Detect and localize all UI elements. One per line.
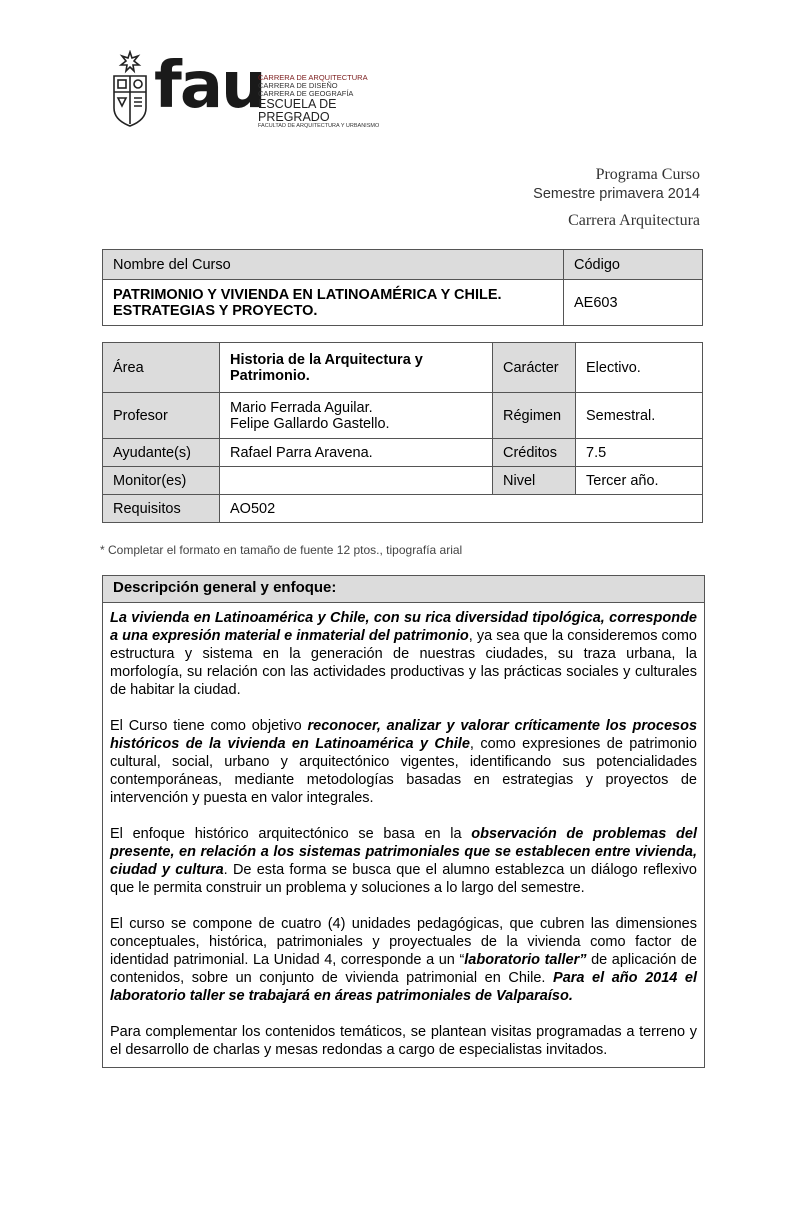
p3-emphasis: observación de problemas del presente, en relación a los sistemas patrimoniales que se establecen entre vivienda, ciudad y cultura (110, 826, 697, 878)
career-geography: CARRERA DE GEOGRAFÍA (258, 88, 354, 98)
description-paragraph-4 (110, 915, 697, 1005)
creditos-value: 7.5 (576, 439, 703, 467)
area-line1: Historia de la Arquitectura y (230, 351, 423, 368)
course-name-table (102, 249, 703, 326)
regimen-label: Régimen (493, 393, 576, 439)
description-heading: Descripción general y enfoque: (103, 576, 704, 603)
p1-text: , ya sea que la consideremos como estructura y sistema en la generación de nuestras ciudades, su traza urbana, la morfología, su relación con las actividades productivas y las prácticas sociales y culturales de habitar la ciudad. (110, 628, 698, 698)
p4-text: de aplicación de contenidos, sobre un conjunto de vivienda patrimonial en Chile. (110, 952, 697, 986)
fau-wordmark: fau (154, 49, 265, 123)
career-label: Carrera Arquitectura (568, 212, 700, 229)
profesor-label: Profesor (103, 393, 220, 439)
requisitos-label: Requisitos (103, 495, 220, 523)
area-line2: Patrimonio. (230, 367, 310, 384)
course-name (103, 280, 564, 326)
ayudante-value: Rafael Parra Aravena. (220, 439, 493, 467)
course-info-table (102, 342, 703, 523)
course-name-line1: PATRIMONIO Y VIVIENDA EN LATINOAMÉRICA Y CHILE. (113, 286, 502, 303)
p1-emphasis: La vivienda en Latinoamérica y Chile, con su rica diversidad tipológica, corresponde a una expresión material e inmaterial del patrimonio (110, 610, 697, 644)
course-name-label: Nombre del Curso (103, 250, 564, 280)
faculty-name: FACULTAD DE ARQUITECTURA Y URBANISMO (258, 122, 380, 129)
p3-text: . De esta forma se busca que el alumno establezca un diálogo reflexivo que le permita construir un problema y soluciones a lo largo del semestre. (110, 862, 697, 896)
p4-intro: El curso se compone de cuatro (4) unidades pedagógicas, que cubren las dimensiones conceptuales, histórica, patrimoniales y proyectuales de la vivienda como factor de identidad patrimonial. La Unidad 4, corresponde a un “ (110, 916, 697, 968)
program-title: Programa Curso (595, 166, 700, 183)
description-paragraph-5: Para complementar los contenidos temáticos, se plantean visitas programadas a terreno y el desarrollo de charlas y mesas redondas a cargo de especialistas invitados. (110, 1024, 697, 1058)
semester-label: Semestre primavera 2014 (533, 186, 700, 202)
career-design: CARRERA DE DISEÑO (258, 80, 338, 90)
p2-text: , como expresiones de patrimonio cultural, social, urbano y arquitectónico vigentes, identificando sus potencialidades contemporáneas, mediante metodologías basadas en estrategias y proyectos de intervención y puesta en valor integrales. (110, 736, 697, 806)
nivel-value: Tercer año. (576, 467, 703, 495)
caracter-value: Electivo. (576, 343, 703, 393)
logo-careers (258, 74, 398, 130)
faculty-logo (108, 50, 398, 134)
description-body (103, 603, 704, 1067)
p4-emphasis-2: Para el año 2014 el laboratorio taller se trabajará en áreas patrimoniales de Valparaíso. (110, 970, 698, 1004)
nivel-label: Nivel (493, 467, 576, 495)
profesor-value (220, 393, 493, 439)
course-code: AE603 (564, 280, 703, 326)
monitor-value (220, 467, 493, 495)
creditos-label: Créditos (493, 439, 576, 467)
description-paragraph-2 (110, 717, 697, 807)
description-section (102, 575, 705, 1068)
school-name: ESCUELA DE PREGRADO (258, 96, 337, 124)
p2-emphasis: reconocer, analizar y valorar críticamente los procesos históricos de la vivienda en Latinoamérica y Chile (110, 718, 698, 752)
area-label: Área (103, 343, 220, 393)
description-paragraph-1 (110, 609, 697, 699)
regimen-value: Semestral. (576, 393, 703, 439)
p3-intro: El enfoque histórico arquitectónico se basa en la (110, 826, 472, 842)
course-name-line2: ESTRATEGIAS Y PROYECTO. (113, 302, 318, 319)
course-code-label: Código (564, 250, 703, 280)
p2-intro: El Curso tiene como objetivo (110, 718, 308, 734)
description-paragraph-3 (110, 825, 697, 897)
caracter-label: Carácter (493, 343, 576, 393)
career-architecture: CARRERA DE ARQUITECTURA (258, 73, 368, 82)
area-value (220, 343, 493, 393)
university-seal-icon (108, 50, 152, 128)
p4-emphasis-1: laboratorio taller” (464, 952, 587, 968)
monitor-label: Monitor(es) (103, 467, 220, 495)
profesor-1: Mario Ferrada Aguilar. (230, 399, 373, 416)
ayudante-label: Ayudante(s) (103, 439, 220, 467)
profesor-2: Felipe Gallardo Gastello. (230, 415, 390, 432)
requisitos-value: AO502 (220, 495, 703, 523)
format-note: * Completar el formato en tamaño de fuente 12 ptos., tipografía arial (100, 543, 463, 557)
